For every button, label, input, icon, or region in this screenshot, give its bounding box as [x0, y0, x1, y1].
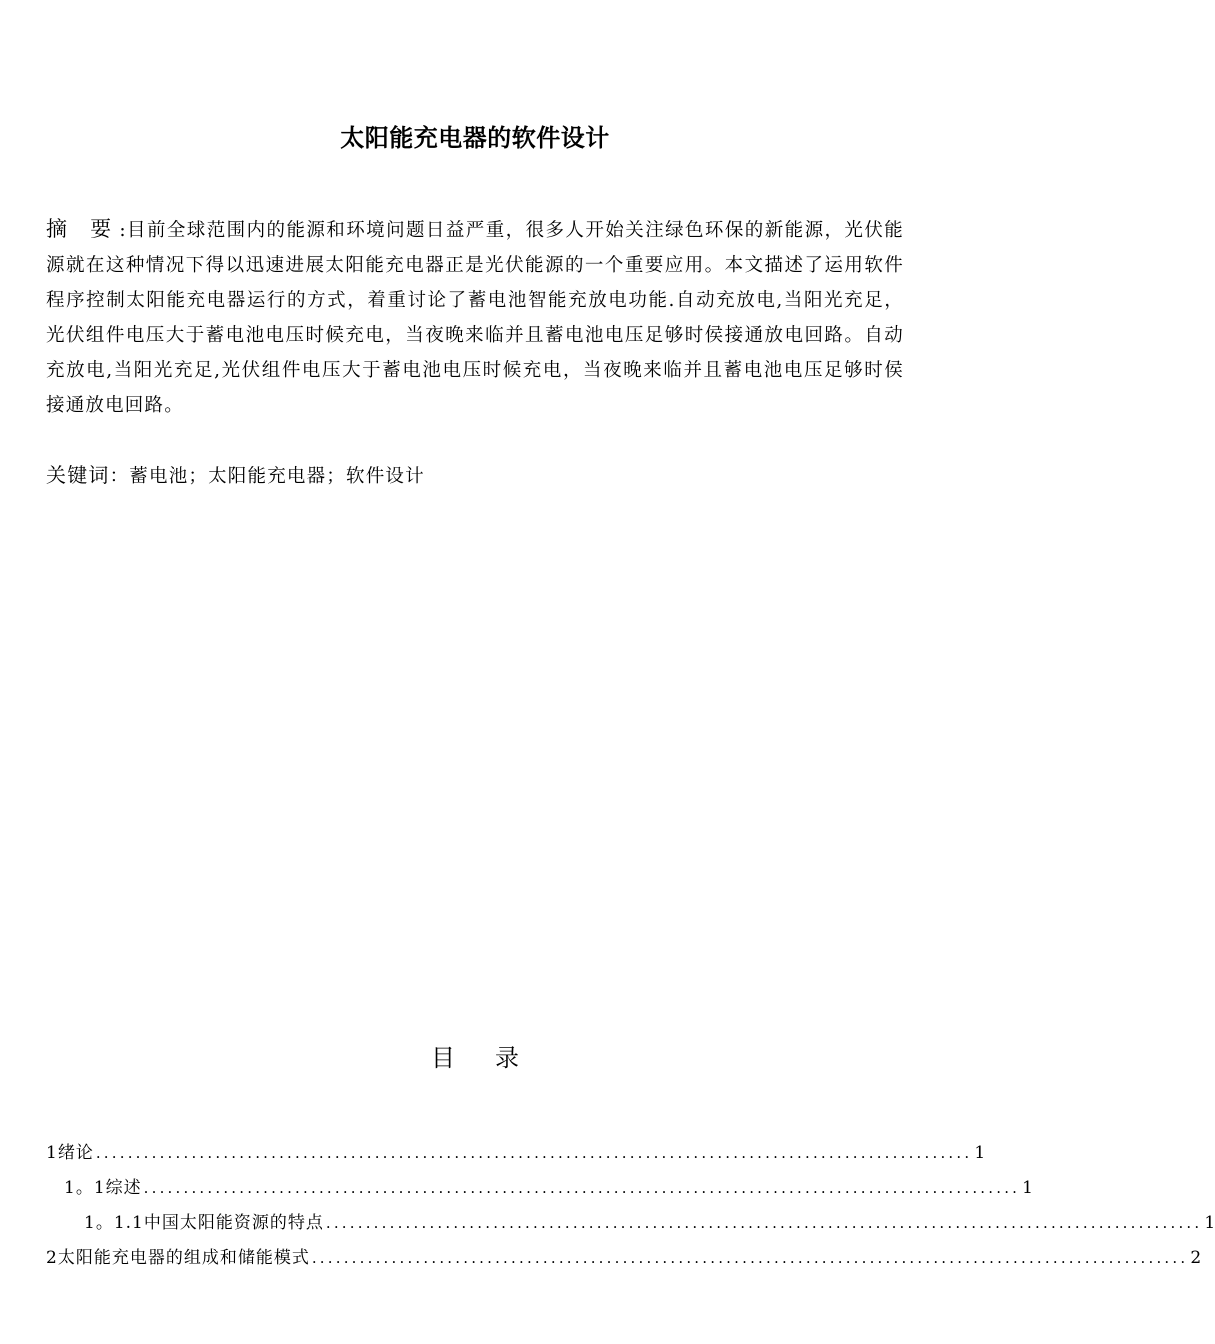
- keywords-text: ：蓄电池；太阳能充电器；软件设计: [109, 466, 425, 487]
- toc-leader-dots: ..............................................................................................................: [311, 1249, 1189, 1267]
- keywords-line: [46, 458, 904, 494]
- keywords-label: 关键词: [46, 463, 110, 487]
- toc-entry-page: 1: [1022, 1178, 1033, 1198]
- abstract-label: 摘 要: [46, 217, 120, 241]
- toc-entry-text: 1。1.1中国太阳能资源的特点: [84, 1213, 324, 1233]
- toc-entry[interactable]: [46, 1206, 1215, 1241]
- toc-leader-dots: ..............................................................................................................: [95, 1144, 973, 1162]
- table-of-contents: [46, 1136, 1215, 1276]
- toc-entry-page: 1: [1204, 1213, 1215, 1233]
- abstract-paragraph: [46, 212, 904, 423]
- page-title: 太阳能充电器的软件设计: [340, 124, 610, 152]
- toc-entry-text: 2太阳能充电器的组成和储能模式: [46, 1248, 310, 1268]
- toc-entry[interactable]: [46, 1241, 1202, 1276]
- toc-entry-text: 1。1综述: [64, 1178, 142, 1198]
- abstract-text: :目前全球范围内的能源和环境问题日益严重，很多人开始关注绿色环保的新能源，光伏能源就在这种情况下得以迅速进展太阳能充电器正是光伏能源的一个重要应用。本文描述了运用软件程序控制太阳能充电器运行的方式，着重讨论了蓄电池智能充放电功能.自动充放电,当阳光充足，光伏组件电压大于蓄电池电压时候充电，当夜晚来临并且蓄电池电压足够时侯接通放电回路。自动充放电,当阳光充足,光伏组件电压大于蓄电池电压时候充电，当夜晚来临并且蓄电池电压足够时侯接通放电回路。: [46, 220, 904, 416]
- toc-leader-dots: ..............................................................................................................: [143, 1179, 1021, 1197]
- toc-entry-page: 1: [974, 1143, 986, 1163]
- toc-entry[interactable]: [46, 1136, 986, 1171]
- toc-entry[interactable]: [46, 1171, 1033, 1206]
- toc-entry-page: 2: [1190, 1248, 1202, 1268]
- toc-heading: 目录: [431, 1044, 559, 1072]
- toc-entry-text: 1绪论: [46, 1143, 94, 1163]
- toc-leader-dots: ..............................................................................................................: [325, 1214, 1203, 1232]
